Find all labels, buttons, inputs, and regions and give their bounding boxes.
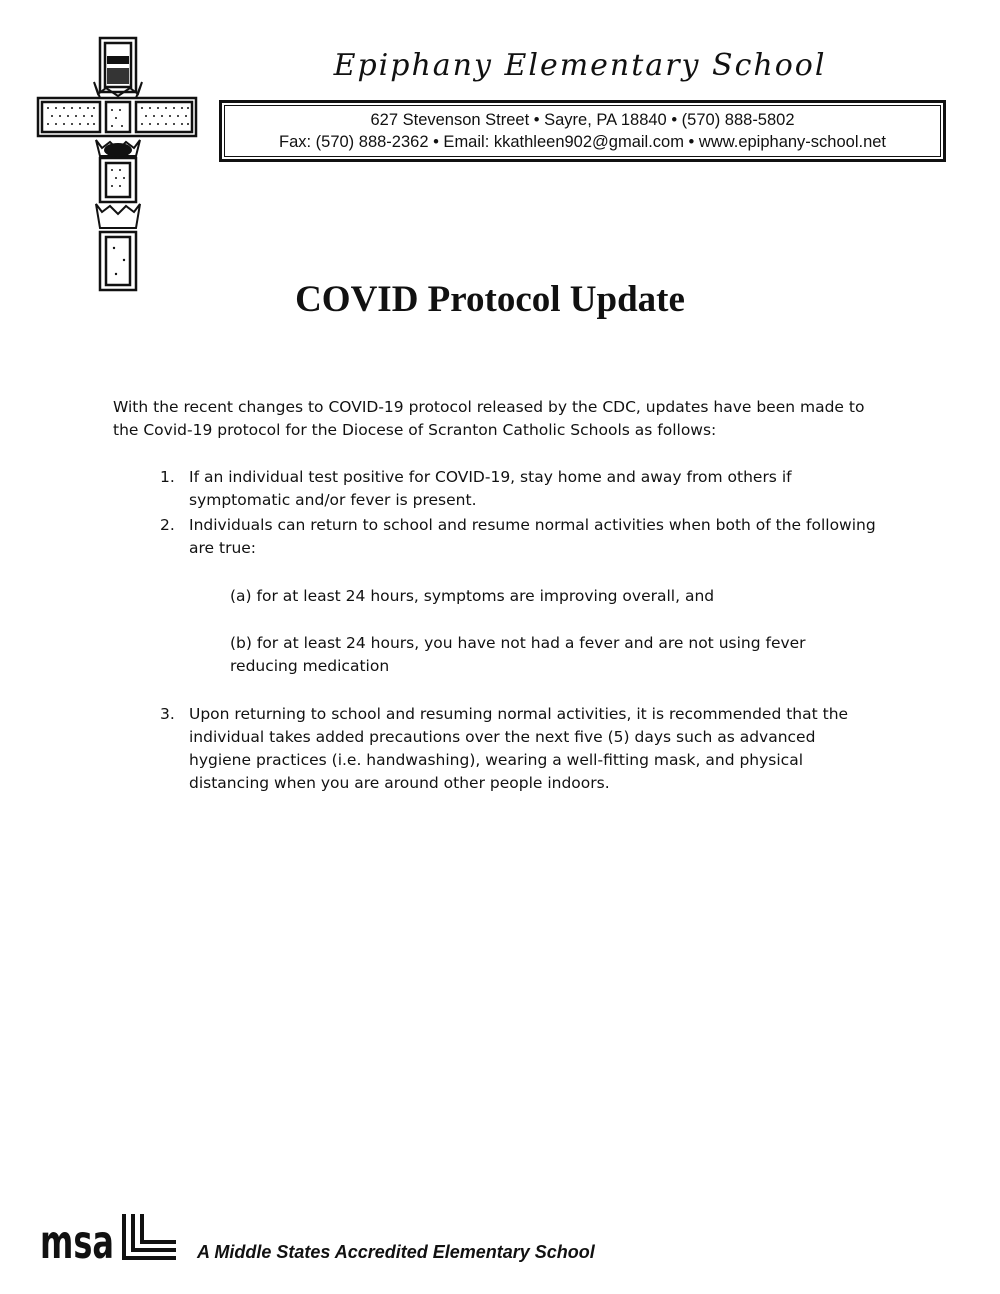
list-item-number: 3. — [160, 705, 175, 723]
list-item-number: 2. — [160, 516, 175, 534]
cross-with-crowns-icon — [36, 36, 206, 292]
footer-tagline: A Middle States Accredited Elementary School — [197, 1242, 595, 1262]
address-box-inner — [224, 105, 941, 157]
list-item-text: Individuals can return to school and resume normal activities when both of the following are true: — [189, 516, 876, 557]
school-name: Epiphany Elementary School — [333, 48, 827, 83]
contact-line: Fax: (570) 888-2362 • Email: kkathleen902@gmail.com • www.epiphany-school.net — [278, 133, 887, 151]
sub-item: (b) for at least 24 hours, you have not had a fever and are not using fever reducing medication — [230, 634, 806, 675]
address-box — [219, 100, 946, 162]
address-line: 627 Stevenson Street • Sayre, PA 18840 • (570) 888-5802 — [370, 111, 795, 129]
msa-logo — [40, 1208, 180, 1264]
document-title: COVID Protocol Update — [295, 279, 685, 320]
msa-logo-text: msa — [40, 1215, 114, 1264]
list-item-text: Upon returning to school and resuming normal activities, it is recommended that the individual takes added precautions over the next five (5) days such as advanced hygiene practices (i.e. handwashing), wearing a well-fitting mask, and physical distancing when you are around other people indoors. — [189, 705, 849, 792]
list-item-text: If an individual test positive for COVID-19, stay home and away from others if symptomatic and/or fever is present. — [189, 468, 792, 509]
intro-paragraph: With the recent changes to COVID-19 protocol released by the CDC, updates have been made to the Covid-19 protocol for the Diocese of Scranton Catholic Schools as follows: — [113, 398, 865, 439]
sub-item: (a) for at least 24 hours, symptoms are improving overall, and — [230, 587, 715, 605]
list-item-number: 1. — [160, 468, 175, 486]
